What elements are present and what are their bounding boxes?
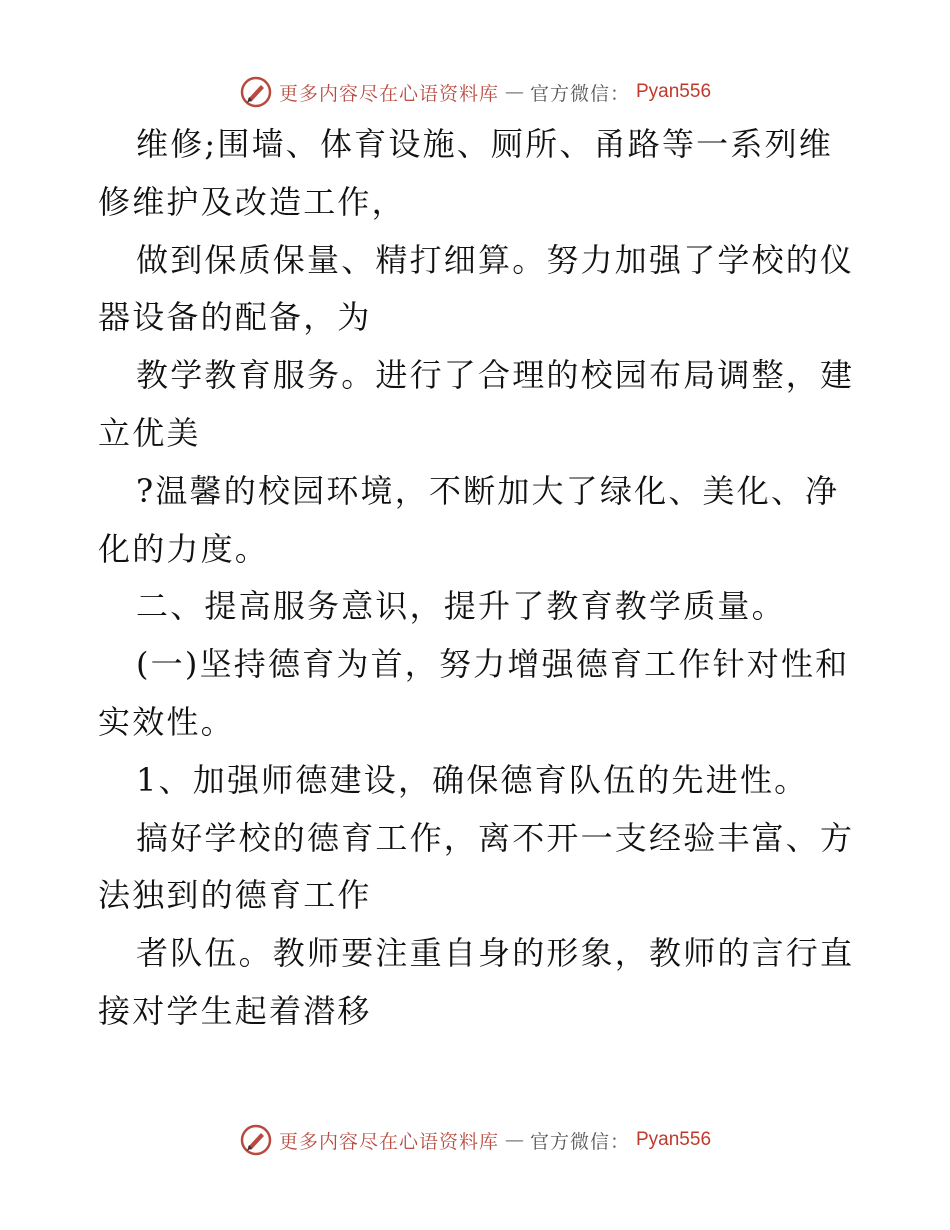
watermark-dash: — xyxy=(504,81,524,103)
wechat-label: 官方微信： xyxy=(529,1130,630,1153)
document-body xyxy=(98,116,856,1041)
watermark-dash: — xyxy=(504,1129,524,1151)
pen-logo-icon xyxy=(239,75,273,109)
paragraph: 搞好学校的德育工作，离不开一支经验丰富、方法独到的德育工作 xyxy=(98,818,855,915)
paragraph: ?温馨的校园环境，不断加大了绿化、美化、净化的力度。 xyxy=(98,471,840,568)
wechat-id: Pyan556 xyxy=(636,1129,712,1150)
header-watermark xyxy=(0,70,950,114)
watermark-text: 更多内容尽在心语资料库 xyxy=(278,1130,499,1153)
wechat-id: Pyan556 xyxy=(636,81,712,102)
watermark-text: 更多内容尽在心语资料库 xyxy=(278,82,499,105)
section-heading: 二、提高服务意识，提升了教育教学质量。 xyxy=(136,587,786,626)
wechat-label: 官方微信： xyxy=(529,82,630,105)
footer-watermark xyxy=(0,1118,950,1162)
paragraph: 教学教育服务。进行了合理的校园布局调整，建立优美 xyxy=(98,356,855,452)
subsection-heading: (一)坚持德育为首，努力增强德育工作针对性和实效性。 xyxy=(98,645,850,741)
list-heading: 1、加强师德建设，确保德育队伍的先进性。 xyxy=(136,760,809,799)
paragraph: 做到保质保量、精打细算。努力加强了学校的仪器设备的配备，为 xyxy=(98,240,855,337)
paragraph: 者队伍。教师要注重自身的形象，教师的言行直接对学生起着潜移 xyxy=(98,934,855,1030)
paragraph: 维修;围墙、体育设施、厕所、甬路等一系列维修维护及改造工作， xyxy=(98,125,833,221)
pen-logo-icon xyxy=(239,1123,273,1157)
